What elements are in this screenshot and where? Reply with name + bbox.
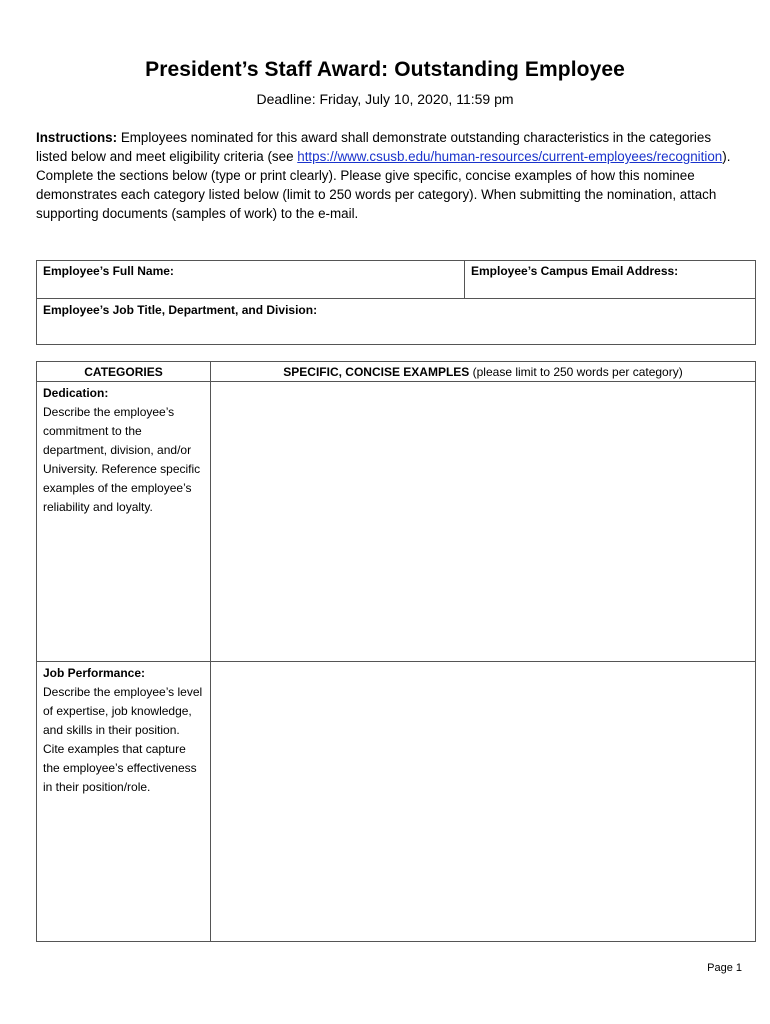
category-row bbox=[37, 662, 756, 942]
instructions-text-before: Employees nominated for this award shall demonstrate outstanding characteristics in the categories listed below and meet eligibility criteria (see bbox=[36, 130, 712, 164]
email-label: Employee’s Campus Email Address: bbox=[471, 264, 679, 278]
full-name-label: Employee’s Full Name: bbox=[43, 264, 174, 278]
categories-header-label: CATEGORIES bbox=[84, 365, 163, 379]
page-number: Page 1 bbox=[707, 962, 742, 974]
instructions-text-after: ). Complete the sections below (type or print clearly). Please give specific, concise examples of how this nominee demonstrates each category listed below (limit to 250 words per category). When submitting the nomination, attach supporting documents (samples of work) to the e-mail. bbox=[36, 149, 731, 221]
category-title: Dedication: bbox=[43, 386, 109, 400]
examples-input-dedication[interactable] bbox=[211, 382, 756, 662]
job-title-field[interactable] bbox=[37, 299, 756, 345]
category-cell bbox=[37, 382, 211, 662]
examples-header bbox=[211, 362, 756, 382]
page-title: President’s Staff Award: Outstanding Employee bbox=[145, 58, 625, 81]
job-title-label: Employee’s Job Title, Department, and Division: bbox=[43, 303, 318, 317]
categories-table bbox=[36, 361, 756, 942]
deadline: Deadline: Friday, July 10, 2020, 11:59 pm bbox=[256, 91, 514, 107]
category-description: Describe the employee’s commitment to the department, division, and/or University. Reference specific examples of the employee’s reliability and loyalty. bbox=[43, 405, 201, 514]
categories-header bbox=[37, 362, 211, 382]
examples-header-note: (please limit to 250 words per category) bbox=[469, 365, 683, 379]
eligibility-link[interactable]: https://www.csusb.edu/human-resources/current-employees/recognition bbox=[297, 149, 723, 164]
email-field[interactable] bbox=[465, 261, 756, 299]
category-description: Describe the employee’s level of expertise, job knowledge, and skills in their position. Cite examples that capture the employee’s effectiveness in their position/role. bbox=[43, 685, 203, 794]
full-name-field[interactable] bbox=[37, 261, 465, 299]
examples-input-job-performance[interactable] bbox=[211, 662, 756, 942]
category-row bbox=[37, 382, 756, 662]
category-cell bbox=[37, 662, 211, 942]
examples-header-bold: SPECIFIC, CONCISE EXAMPLES bbox=[283, 365, 470, 379]
instructions-paragraph bbox=[36, 128, 736, 223]
instructions-label: Instructions: bbox=[36, 130, 118, 145]
employee-info-table bbox=[36, 260, 756, 345]
category-title: Job Performance: bbox=[43, 666, 146, 680]
